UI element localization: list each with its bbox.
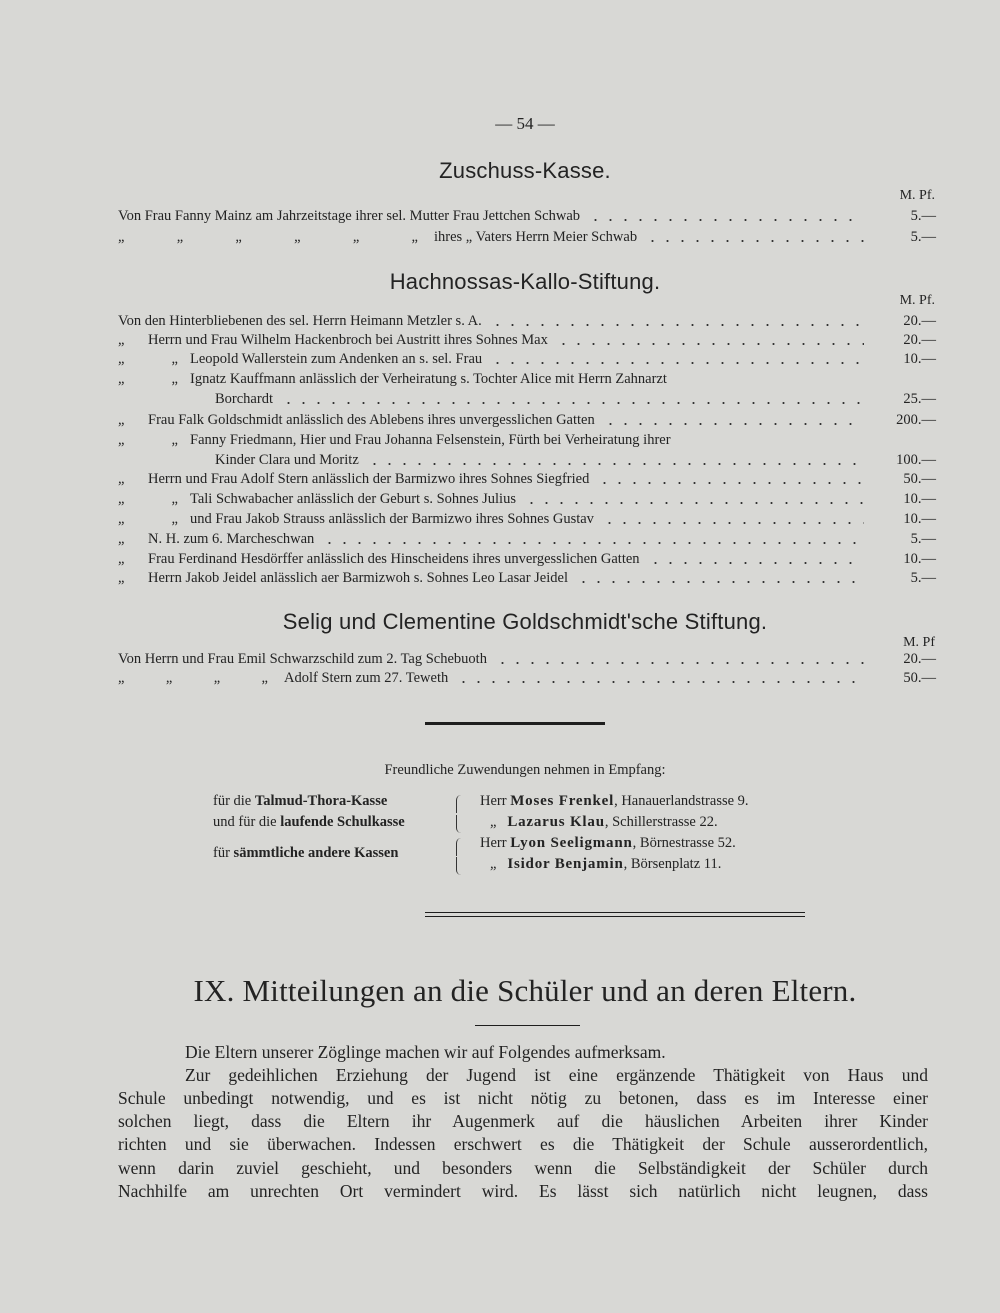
ledger-entry — [118, 511, 936, 529]
dot-leader — [645, 240, 864, 242]
ledger-entry — [118, 371, 936, 389]
entry-amount: 5.— — [910, 229, 936, 245]
entry-text: Herrn Jakob Jeidel anlässlich aer Barmizwoh s. Sohnes Leo Lasar Jeidel — [148, 570, 568, 586]
ditto-prefix: „ — [118, 531, 125, 547]
entry-text: Von den Hinterbliebenen des sel. Herrn Heimann Metzler s. A. — [118, 313, 482, 329]
contact-line — [480, 793, 749, 810]
paragraph-line: solchen liegt, dass die Eltern ihr Augenmerk auf die häuslichen Arbeiten ihrer Kinder — [118, 1111, 928, 1131]
contact-address: , Schillerstrasse 22. — [604, 814, 718, 830]
donation-label — [213, 793, 387, 810]
entry-text: Borchardt — [215, 391, 273, 407]
entry-text: und Frau Jakob Strauss anlässlich der Barmizwo ihres Sohnes Gustav — [190, 511, 594, 527]
divider-rule — [475, 1025, 580, 1026]
entry-text: ihres „ Vaters Herrn Meier Schwab — [434, 229, 638, 245]
contact-address: , Börsenplatz 11. — [623, 856, 722, 872]
entry-text: Herrn und Frau Adolf Stern anlässlich der Barmizwo ihres Sohnes Siegfried — [148, 471, 590, 487]
contact-prefix: Herr — [480, 793, 507, 809]
ditto-prefix: „ „ — [118, 511, 178, 527]
entry-text: N. H. zum 6. Marcheschwan — [148, 531, 315, 547]
donations-intro: Freundliche Zuwendungen nehmen in Empfang: — [384, 762, 666, 778]
paragraph-line: Nachhilfe am unrechten Ort vermindert wird. Es lässt sich natürlich nicht leugnen, dass — [118, 1181, 928, 1201]
ledger-entry — [118, 208, 936, 226]
entry-amount: 50.— — [903, 670, 936, 686]
ditto-prefix: „ — [118, 551, 125, 567]
entry-amount: 10.— — [903, 351, 936, 367]
contact-prefix: „ — [490, 814, 497, 830]
entry-text: Von Frau Fanny Mainz am Jahrzeitstage ihrer sel. Mutter Frau Jettchen Schwab — [118, 208, 581, 224]
paragraph-line: Schule unbedingt notwendig, und es ist nicht nötig zu betonen, dass es im Interesse einer — [118, 1088, 928, 1108]
contact-prefix: „ — [490, 856, 497, 872]
dot-leader — [281, 402, 864, 404]
page-number: — 54 — — [495, 114, 555, 133]
brace-icon — [456, 857, 461, 875]
ledger-entry — [118, 551, 936, 569]
contact-name: Moses Frenkel — [510, 793, 615, 809]
entry-text: Fanny Friedmann, Hier und Frau Johanna Felsenstein, Fürth bei Verheiratung ihrer — [190, 432, 671, 448]
entry-text: Adolf Stern zum 27. Teweth — [284, 670, 449, 686]
contact-address: , Hanauerlandstrasse 9. — [614, 793, 749, 809]
ditto-prefix: „ — [118, 570, 125, 586]
entry-text: Kinder Clara und Moritz — [215, 452, 359, 468]
dot-leader — [588, 219, 864, 221]
dot-leader — [322, 542, 864, 544]
ledger-entry — [118, 313, 936, 331]
donation-label — [213, 814, 405, 831]
dot-leader — [597, 482, 864, 484]
ledger-entry — [118, 391, 936, 409]
ledger-entry — [118, 491, 936, 509]
ditto-prefix: „ „ „ „ „ „ — [118, 229, 418, 245]
label-bold: Talmud-Thora-Kasse — [254, 793, 388, 809]
ditto-prefix: „ „ — [118, 351, 178, 367]
label-bold: sämmtliche andere Kassen — [233, 845, 399, 861]
entry-amount: 5.— — [910, 531, 936, 547]
ledger-entry — [118, 412, 936, 430]
ledger-entry — [118, 471, 936, 489]
entry-amount: 100.— — [896, 452, 936, 468]
ditto-prefix: „ — [118, 471, 125, 487]
contact-line — [490, 856, 721, 873]
brace-icon — [456, 795, 461, 813]
divider-rule — [425, 916, 805, 917]
dot-leader — [456, 681, 864, 683]
label-text: und für die — [213, 814, 277, 830]
ledger-entry — [118, 351, 936, 369]
divider-rule — [425, 722, 605, 725]
contact-name: Lazarus Klau — [507, 814, 605, 830]
entry-text: Von Herrn und Frau Emil Schwarzschild zum 2. Tag Schebuoth — [118, 651, 487, 667]
paragraph-line: Zur gedeihlichen Erziehung der Jugend ist eine ergänzende Thätigkeit von Haus und — [185, 1065, 928, 1085]
ditto-prefix: „ „ — [118, 371, 178, 387]
section-heading-hachnossas: Hachnossas-Kallo-Stiftung. — [389, 269, 661, 294]
entry-amount: 25.— — [903, 391, 936, 407]
brace-icon — [456, 838, 461, 856]
entry-amount: 50.— — [903, 471, 936, 487]
dot-leader — [556, 343, 864, 345]
ledger-entry — [118, 452, 936, 470]
currency-header: M. Pf. — [899, 188, 935, 203]
paragraph-line: richten und sie überwachen. Indessen erschwert es die Thätigkeit der Schule ausserordentlich, — [118, 1134, 928, 1154]
ledger-entry — [118, 570, 936, 588]
dot-leader — [576, 581, 864, 583]
ditto-prefix: „ „ „ „ — [118, 670, 268, 686]
dot-leader — [367, 463, 864, 465]
section-heading-goldschmidt: Selig und Clementine Goldschmidt'sche Stiftung. — [282, 609, 768, 634]
contact-address: , Börnestrasse 52. — [632, 835, 736, 851]
ditto-prefix: „ — [118, 332, 125, 348]
currency-header: M. Pf. — [899, 293, 935, 308]
dot-leader — [495, 662, 864, 664]
entry-text: Tali Schwabacher anlässlich der Geburt s. Sohnes Julius — [190, 491, 516, 507]
ledger-entry — [118, 670, 936, 688]
entry-amount: 10.— — [903, 491, 936, 507]
ditto-prefix: „ — [118, 412, 125, 428]
dot-leader — [648, 562, 864, 564]
currency-header: M. Pf — [903, 635, 935, 650]
ledger-entry — [118, 432, 936, 450]
entry-text: Herrn und Frau Wilhelm Hackenbroch bei Austritt ihres Sohnes Max — [148, 332, 548, 348]
entry-text: Ignatz Kauffmann anlässlich der Verheiratung s. Tochter Alice mit Herrn Zahnarzt — [190, 371, 667, 387]
contact-name: Lyon Seeligmann — [510, 835, 633, 851]
entry-amount: 200.— — [896, 412, 936, 428]
contact-line — [490, 814, 718, 831]
dot-leader — [675, 382, 864, 384]
label-text: für die — [213, 793, 252, 809]
contact-name: Isidor Benjamin — [507, 856, 624, 872]
label-text: für — [213, 845, 230, 861]
entry-amount: 10.— — [903, 551, 936, 567]
divider-rule — [425, 912, 805, 913]
entry-amount: 20.— — [903, 332, 936, 348]
section-ix-heading: IX. Mitteilungen an die Schüler und an deren Eltern. — [193, 973, 857, 1008]
entry-text: Leopold Wallerstein zum Andenken an s. sel. Frau — [190, 351, 483, 367]
contact-prefix: Herr — [480, 835, 507, 851]
section-heading-zuschuss: Zuschuss-Kasse. — [439, 158, 611, 183]
ditto-prefix: „ „ — [118, 432, 178, 448]
entry-amount: 5.— — [910, 570, 936, 586]
entry-amount: 20.— — [903, 313, 936, 329]
entry-text: Frau Falk Goldschmidt anlässlich des Ablebens ihres unvergesslichen Gatten — [148, 412, 595, 428]
paragraph-line: Die Eltern unserer Zöglinge machen wir auf Folgendes aufmerksam. — [185, 1042, 666, 1062]
brace-icon — [456, 815, 461, 833]
entry-amount: 10.— — [903, 511, 936, 527]
dot-leader — [490, 324, 864, 326]
dot-leader — [602, 522, 864, 524]
ditto-prefix: „ „ — [118, 491, 178, 507]
entry-amount: 20.— — [903, 651, 936, 667]
dot-leader — [679, 443, 864, 445]
dot-leader — [524, 502, 864, 504]
label-bold: laufende Schulkasse — [280, 814, 405, 830]
dot-leader — [490, 362, 864, 364]
entry-text: Frau Ferdinand Hesdörffer anlässlich des Hinscheidens ihres unvergesslichen Gatten — [148, 551, 640, 567]
donation-label — [213, 845, 398, 862]
contact-line — [480, 835, 736, 852]
ledger-entry — [118, 332, 936, 350]
ledger-entry — [118, 531, 936, 549]
entry-amount: 5.— — [910, 208, 936, 224]
ledger-entry — [118, 229, 936, 247]
dot-leader — [603, 423, 864, 425]
ledger-entry — [118, 651, 936, 669]
paragraph-line: wenn darin zuviel geschieht, und besonders wenn die Selbständigkeit der Schüler durch — [118, 1158, 928, 1178]
